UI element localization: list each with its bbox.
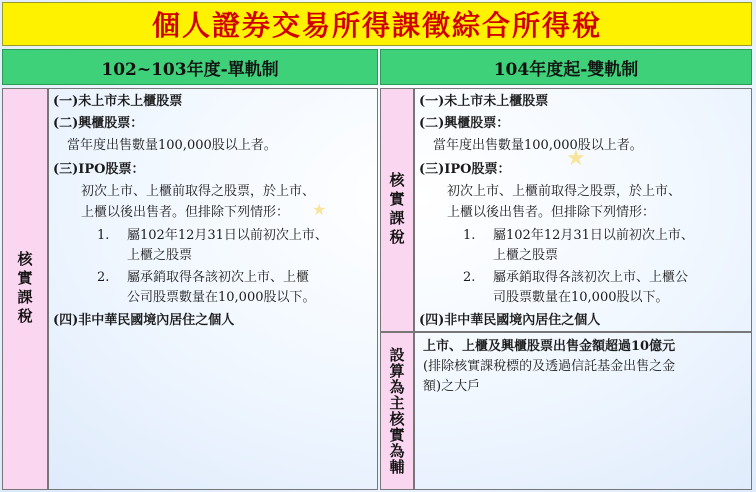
left-sub-1-line-1: 屬102年12月31日以前初次上市、 (127, 228, 328, 243)
right-sub-1-number: 1. (463, 228, 476, 243)
right-item-2: (二)興櫃股票： (419, 116, 510, 131)
right-bottom-line-2: (排除核實課稅標的及透過信託基金出售之金 (423, 359, 676, 374)
left-item-1: (一)未上市未上櫃股票 (53, 94, 183, 109)
page-title: 個人證券交易所得課徵綜合所得稅 (151, 9, 602, 42)
left-sub-2-number: 2. (97, 270, 110, 285)
right-item-1: (一)未上市未上櫃股票 (419, 94, 549, 109)
right-side-label-top: 核實課稅 (387, 172, 406, 248)
left-sub-1-line-2: 上櫃之股票 (127, 248, 193, 263)
right-side-label-top-box (380, 88, 414, 332)
left-content (49, 89, 379, 489)
right-sub-2-line-2: 司股票數量在10,000股以下。 (493, 290, 669, 305)
right-bottom-line-3: 額)之大戶 (423, 379, 481, 394)
right-column-header: 104年度起-雙軌制 (380, 49, 752, 85)
right-side-label-bottom: 設算為主核實為輔 (387, 347, 406, 475)
right-bottom-line-1: 上市、上櫃及興櫃股票出售金額超過10億元 (423, 339, 676, 354)
left-item-3: (三)IPO股票： (53, 162, 145, 177)
left-sub-2-line-1: 屬承銷取得各該初次上市、上櫃 (127, 270, 310, 285)
left-item-2: (二)興櫃股票： (53, 116, 144, 131)
left-item-3-detail-1: 初次上市、上櫃前取得之股票，於上市、 (81, 184, 316, 199)
right-bottom-content-panel (414, 332, 752, 490)
right-item-3-detail-1: 初次上市、上櫃前取得之股票，於上市、 (447, 184, 682, 199)
star-icon: ★ (312, 200, 327, 219)
right-item-3-detail-2: 上櫃以後出售者。但排除下列情形： (447, 205, 656, 220)
left-sub-2-line-2: 公司股票數量在10,000股以下。 (127, 290, 316, 305)
left-content-panel (48, 88, 378, 490)
right-sub-2-line-1: 屬承銷取得各該初次上市、上櫃公 (493, 270, 689, 285)
star-icon: ★ (566, 146, 586, 171)
right-top-content-panel (414, 88, 752, 332)
right-item-4: (四)非中華民國境內居住之個人 (419, 313, 601, 328)
right-side-label-bottom-box (380, 332, 414, 490)
left-item-2-detail: 當年度出售數量100,000股以上者。 (67, 138, 277, 153)
left-item-4: (四)非中華民國境內居住之個人 (53, 313, 235, 328)
left-sub-1-number: 1. (97, 228, 110, 243)
left-side-label: 核實課稅 (15, 251, 34, 327)
right-sub-2-number: 2. (463, 270, 476, 285)
left-side-label-box (2, 88, 48, 490)
right-item-3: (三)IPO股票： (419, 162, 511, 177)
right-bottom-content (423, 337, 749, 397)
right-sub-1-line-2: 上櫃之股票 (493, 248, 559, 263)
right-sub-1-line-1: 屬102年12月31日以前初次上市、 (493, 228, 694, 243)
left-item-3-detail-2: 上櫃以後出售者。但排除下列情形： (81, 205, 290, 220)
right-item-2-detail: 當年度出售數量100,000股以上者。 (433, 138, 643, 153)
title-banner (2, 2, 752, 46)
left-column-header: 102~103年度-單軌制 (2, 49, 378, 85)
right-top-content (415, 89, 753, 331)
